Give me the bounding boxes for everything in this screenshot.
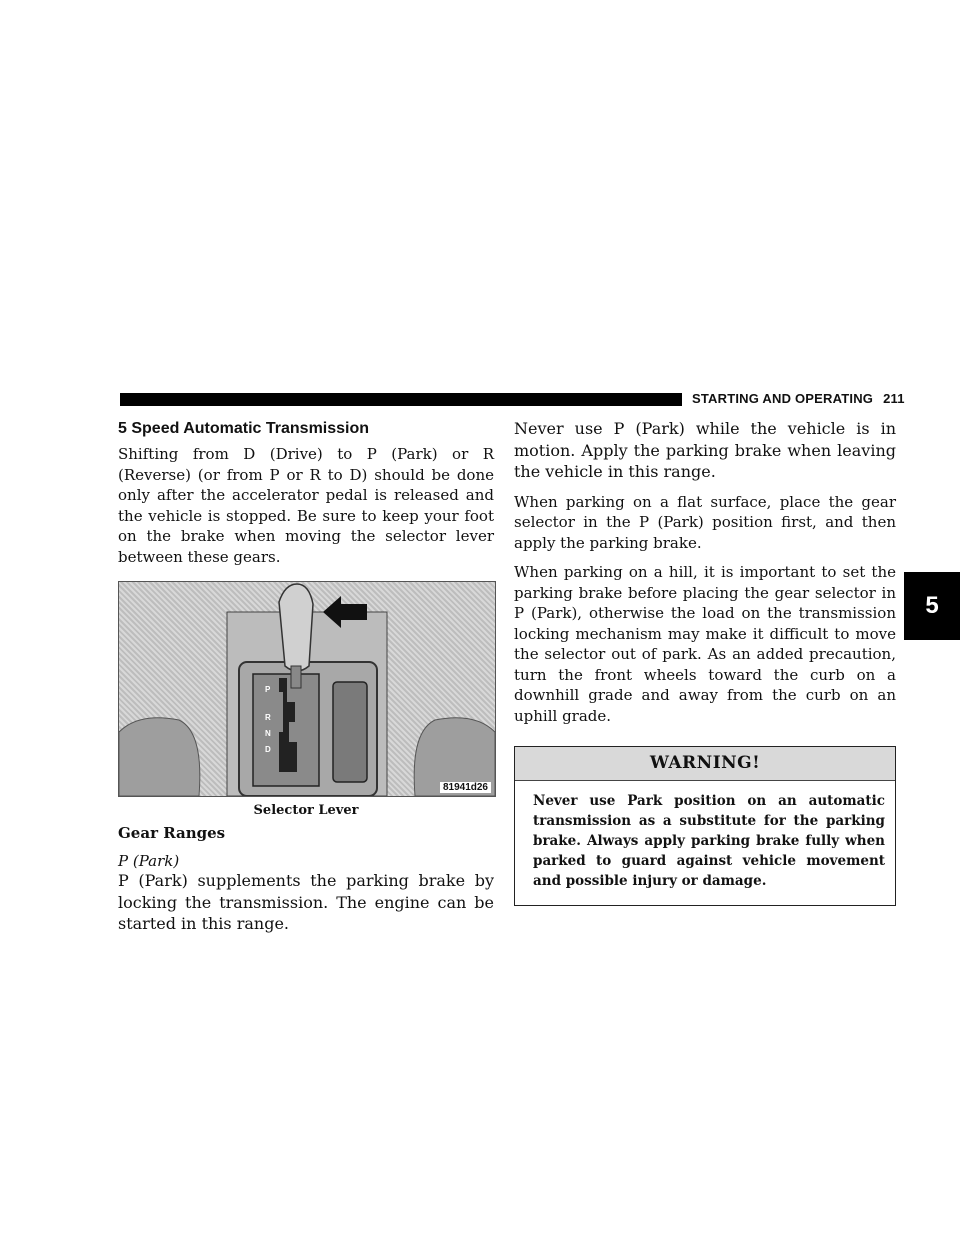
gear-ranges-heading: Gear Ranges — [118, 824, 226, 842]
gate-letter-d: D — [265, 745, 271, 754]
warning-box — [514, 746, 896, 906]
running-header — [692, 391, 905, 406]
park-heading: P (Park) — [118, 852, 180, 870]
storage-tray — [333, 682, 367, 782]
gate-letter-r: R — [265, 713, 271, 722]
section-title: 5 Speed Automatic Transmission — [118, 420, 370, 437]
park-paragraph: P (Park) supplements the parking brake by locking the transmission. The engine can be started in this range. — [118, 871, 494, 933]
left-column — [118, 420, 494, 935]
header-section-title: STARTING AND OPERATING — [692, 391, 874, 406]
gate-letter-p: P — [265, 685, 271, 694]
figure-caption: Selector Lever — [253, 803, 359, 818]
selector-lever-figure — [118, 581, 496, 797]
park-motion-paragraph: Never use P (Park) while the vehicle is in motion. Apply the parking brake when leaving the vehicle in this range. — [514, 419, 896, 481]
figure-id-label: 81941d26 — [440, 782, 491, 793]
page-number: 211 — [883, 391, 905, 406]
right-column — [514, 418, 896, 906]
shift-lever-knob — [279, 584, 313, 671]
gate-letter-n: N — [265, 729, 271, 738]
hill-parking-paragraph: When parking on a hill, it is important to set the parking brake before placing the gear selector in P (Park), otherwise the load on the transmission locking mechanism may make it difficult to move the selector out of park. As an added precaution, turn the front wheels toward the curb on a downhill grade and away from the curb on an uphill grade. — [514, 563, 896, 725]
chapter-tab: 5 — [904, 572, 960, 640]
warning-title: WARNING! — [515, 747, 895, 781]
header-rule — [120, 393, 682, 406]
shift-lever-shaft — [291, 666, 301, 688]
selector-lever-illustration — [119, 582, 495, 796]
flat-surface-paragraph: When parking on a flat surface, place the gear selector in the P (Park) position first, and then apply the parking brake. — [514, 492, 896, 552]
intro-paragraph: Shifting from D (Drive) to P (Park) or R (Reverse) (or from P or R to D) should be done only after the accelerator pedal is released and the vehicle is stopped. Be sure to keep your foot on the brake when moving the selector lever between these gears. — [118, 445, 494, 566]
warning-text: Never use Park position on an automatic transmission as a substitute for the parking brake. Always apply parking brake fully when parked to guard against vehicle movement and possible injury or damage. — [533, 793, 885, 889]
left-seat — [119, 718, 200, 796]
